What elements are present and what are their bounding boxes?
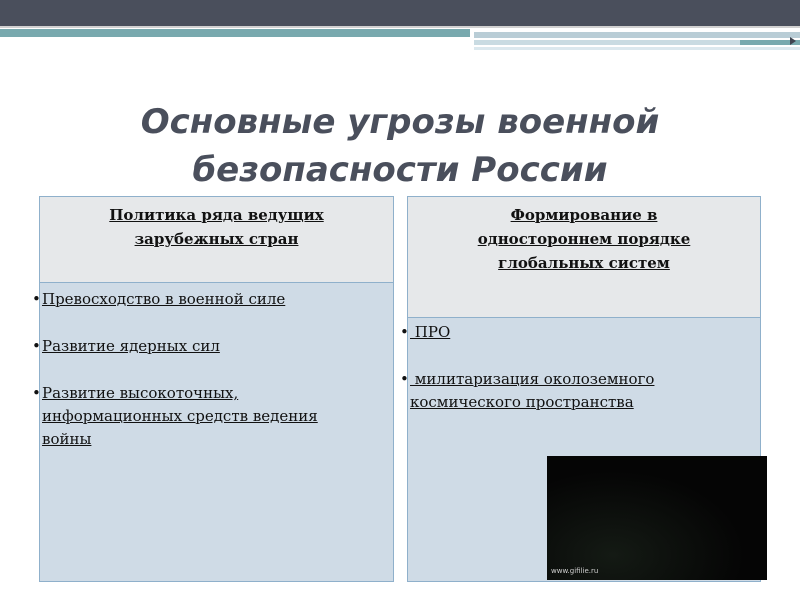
left-panel-header-line-2: зарубежных стран [134,230,299,248]
accent-band-right [474,32,800,38]
right-panel-bullets [400,321,760,438]
left-panel-header [40,197,393,283]
arrow-icon [790,37,796,45]
left-panel-bullets [32,288,393,475]
list-item [32,335,393,358]
bullet-icon: • [32,337,41,355]
list-item-text: Развитие высокоточных, [42,384,239,402]
accent-band-right-3 [474,47,800,50]
right-panel-header-line-3: глобальных систем [498,254,670,272]
right-panel-header-line-2: одностороннем порядке [477,230,691,248]
right-panel-header [408,197,760,318]
right-panel-header-line-1: Формирование в [510,206,658,224]
list-item-text: войны [42,430,92,448]
accent-band-left [0,29,470,37]
list-item-text: Развитие ядерных сил [42,337,220,355]
list-item [400,368,760,414]
list-item-text: милитаризация околоземного [410,370,655,388]
list-item [400,321,760,344]
list-item-text: ПРО [410,323,451,341]
list-item [32,382,393,451]
video-watermark: www.gifilie.ru [551,567,599,575]
bullet-icon: • [400,323,409,341]
video-player[interactable] [547,456,767,580]
left-panel-header-line-1: Политика ряда ведущих [109,206,324,224]
left-panel [32,196,394,582]
list-item-text: информационных средств ведения [42,407,318,425]
slide-title-line-1: Основные угрозы военной [140,102,660,142]
video-frame [547,456,767,580]
bullet-icon: • [400,370,409,388]
list-item-text: Превосходство в военной силе [42,290,286,308]
bullet-icon: • [32,384,41,402]
list-item-text: космического пространства [410,393,634,411]
slide-title-line-2: безопасности России [192,150,608,190]
header-band [0,0,800,26]
slide-title [0,98,800,194]
bullet-icon: • [32,290,41,308]
list-item [32,288,393,311]
